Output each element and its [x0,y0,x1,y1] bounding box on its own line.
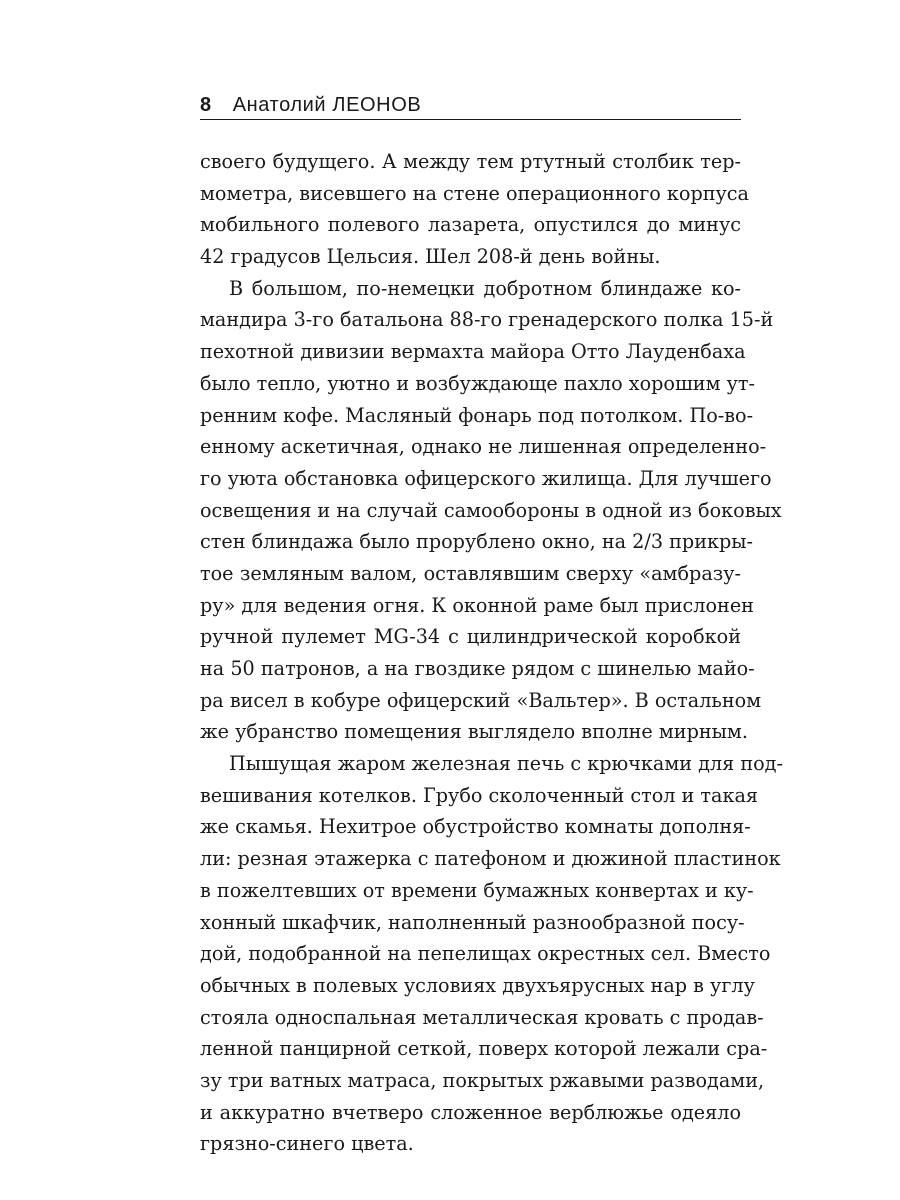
text-line: мандира 3-го батальона 88-го гренадерского полка 15-й [200,308,774,332]
text-line: же скамья. Нехитрое обустройство комнаты дополня- [200,815,751,839]
running-header [200,91,741,120]
text-line: стен блиндажа было прорублено окно, на 2/3 прикры- [200,530,754,554]
text-line: мобильного полевого лазарета, опустился до минус [200,213,741,237]
text-line: было тепло, уютно и возбуждающе пахло хорошим ут- [200,371,755,395]
text-line: же убранство помещения выглядело вполне мирным. [200,720,748,744]
text-line: го уюта обстановка офицерского жилища. Для лучшего [200,466,772,490]
text-line: В большом, по-немецки добротном блиндаже ко- [229,276,741,300]
paragraph-1 [200,146,749,273]
text-line: ра висел в кобуре офицерский «Вальтер». В остальном [200,688,762,712]
text-line: Пышущая жаром железная печь с крючками для под- [229,752,783,776]
text-line: в пожелтевших от времени бумажных конвертах и ку- [200,878,754,902]
text-line: енному аскетичная, однако не лишенная определенно- [200,435,767,459]
text-line: своего будущего. А между тем ртутный столбик тер- [200,150,741,173]
body-text [200,146,783,1160]
paragraph-3 [200,748,783,1160]
text-line: стояла односпальная металлическая кровать с продав- [200,1005,764,1029]
text-line: тое земляным валом, оставлявшим сверху «амбразу- [200,561,741,585]
text-line: мометра, висевшего на стене операционного корпуса [200,181,749,205]
text-line: зу три ватных матраса, покрытых ржавыми разводами, [200,1068,765,1092]
text-line: вешивания котелков. Грубо сколоченный стол и такая [200,783,759,807]
text-line: грязно-синего цвета. [200,1132,414,1156]
text-line: ли: резная этажерка с патефоном и дюжиной пластинок [200,847,781,871]
text-line: пехотной дивизии вермахта майора Отто Лауденбаха [200,340,746,364]
author-name: Анатолий ЛЕОНОВ [232,94,422,116]
text-line: на 50 патронов, а на гвоздике рядом с шинелью майо- [200,657,755,680]
text-line: ленной панцирной сеткой, поверх которой лежали сра- [200,1037,768,1061]
text-line: ручной пулемет MG-34 с цилиндрической коробкой [200,625,741,649]
text-line: и аккуратно вчетверо сложенное верблюжье одеяло [200,1100,741,1124]
text-line: дой, подобранной на пепелищах окрестных сел. Вместо [200,942,771,966]
text-line: освещения и на случай самообороны в одной из боковых [200,498,782,522]
text-line: 42 градусов Цельсия. Шел 208-й день войны. [200,245,661,269]
text-line: ренним кофе. Масляный фонарь под потолком. По-во- [200,403,754,427]
page-number: 8 [200,94,212,116]
paragraph-2 [200,273,782,748]
text-line: хонный шкафчик, наполненный разнообразной посу- [200,910,745,934]
text-line: ру» для ведения огня. К оконной раме был прислонен [200,593,754,617]
text-line: обычных в полевых условиях двухъярусных нар в углу [200,973,755,997]
